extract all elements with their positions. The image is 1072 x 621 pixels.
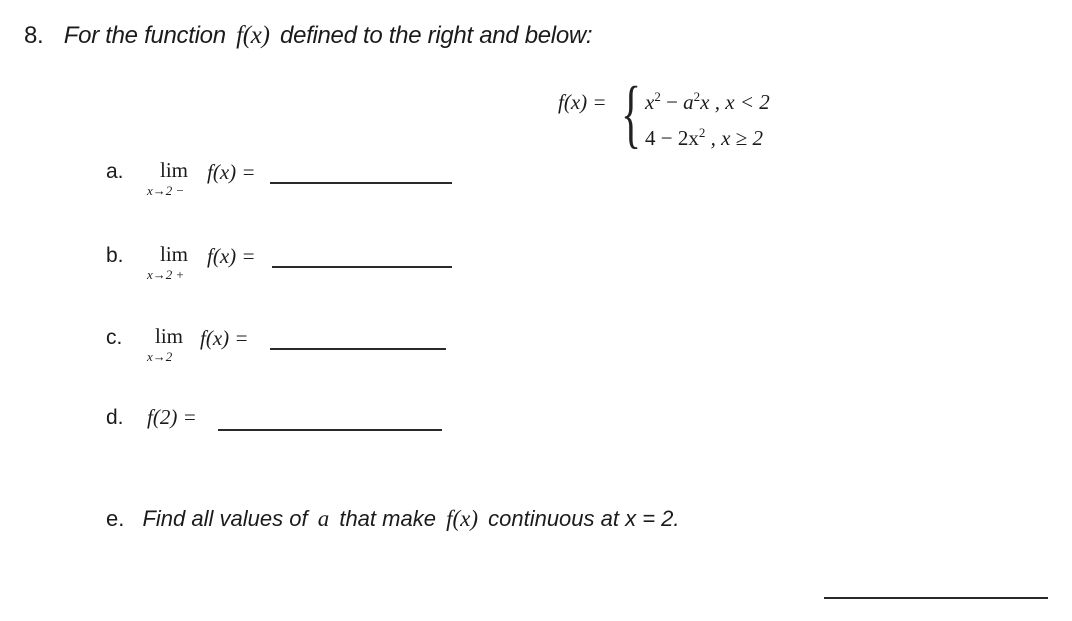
part-c-lim-subscript: x→2 (147, 349, 173, 364)
part-d-expression: f(2) = (147, 405, 197, 429)
case-1-a: a (683, 90, 694, 114)
part-e-answer-line[interactable] (824, 597, 1048, 599)
part-c-expression: f(x) = (200, 326, 249, 350)
question-intro-text: For the function (63, 22, 226, 49)
piecewise-brace: { (621, 72, 642, 156)
part-b-lim: lim (160, 242, 189, 266)
case-1-condition: x , x < 2 (700, 90, 770, 114)
part-d-label: d. (106, 406, 124, 429)
question-number: 8. (24, 22, 44, 49)
case-1-minus: − (660, 90, 684, 114)
piecewise-case-1 (645, 90, 770, 115)
part-e-text-middle: that make (339, 506, 436, 531)
part-e-function-symbol: f(x) (446, 506, 478, 531)
piecewise-lhs: f(x) = (558, 90, 607, 114)
question-header (24, 22, 592, 50)
part-e-variable-a: a (317, 506, 330, 531)
part-a-label: a. (106, 160, 124, 183)
part-a-expression: f(x) = (207, 160, 256, 184)
case-1-a-exponent: 2 (693, 89, 701, 104)
case-1-exponent: 2 (654, 89, 661, 104)
part-c-answer-line[interactable] (270, 348, 446, 350)
part-b-label: b. (106, 244, 124, 267)
case-2-condition: , x ≥ 2 (705, 126, 763, 150)
question-function-symbol: f(x) (236, 22, 270, 49)
case-2-expression: 4 − 2x (645, 126, 699, 150)
part-b-expression: f(x) = (207, 244, 256, 268)
part-e-text-before: Find all values of (142, 506, 308, 531)
piecewise-case-2 (645, 126, 763, 151)
part-a-answer-line[interactable] (270, 182, 452, 184)
part-b-answer-line[interactable] (272, 266, 452, 268)
question-intro-tail: defined to the right and below: (280, 22, 593, 49)
case-2-exponent: 2 (698, 125, 706, 140)
part-b-lim-subscript: x→2 + (147, 267, 185, 282)
case-1-x: x (645, 90, 655, 114)
part-a-lim: lim (160, 158, 189, 182)
part-a-lim-subscript: x→2 − (147, 183, 185, 198)
part-c-lim: lim (155, 324, 184, 348)
part-e-question (106, 506, 680, 532)
part-c-label: c. (106, 326, 123, 349)
part-d-answer-line[interactable] (218, 429, 442, 431)
part-e-text-after: continuous at x = 2. (488, 506, 680, 531)
part-e-label: e. (106, 506, 125, 531)
